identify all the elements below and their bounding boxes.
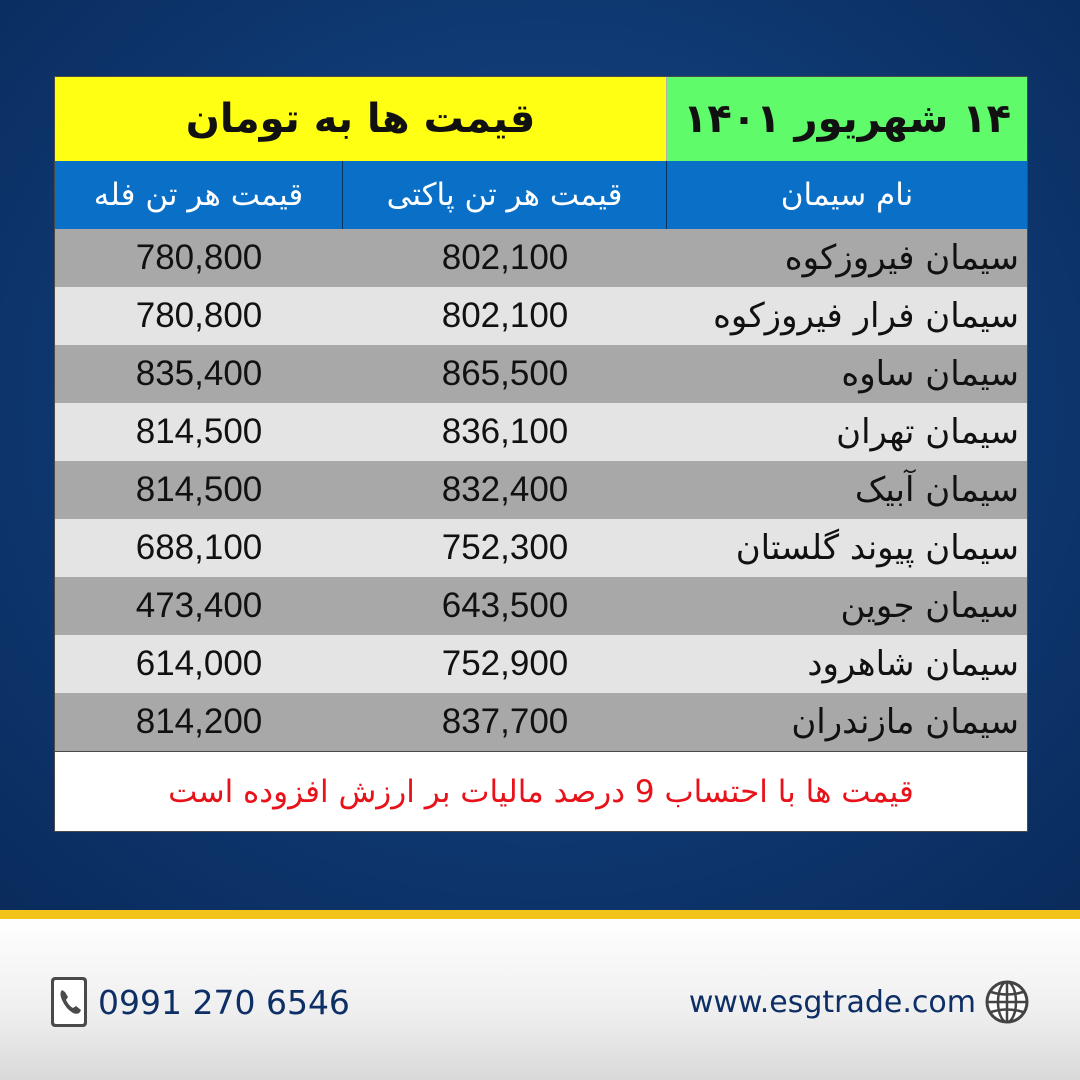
bulk-price: 473,400 [135,586,263,625]
header-row [55,161,1027,229]
header-cement-name: نام سیمان [780,177,914,213]
bulk-price: 780,800 [135,238,263,277]
cement-name: سیمان فیروزکوه [784,238,1019,278]
packed-price: 836,100 [441,412,569,451]
cement-name: سیمان فرار فیروزکوه [713,296,1019,336]
phone-number: 0991 270 6546 [98,982,350,1022]
packed-price: 752,300 [441,528,569,567]
table-row [55,693,1027,751]
packed-price: 643,500 [441,586,569,625]
bulk-price: 780,800 [135,296,263,335]
website-url: www.esgtrade.com [688,984,976,1020]
cement-name: سیمان مازندران [791,702,1019,742]
phone-contact[interactable] [50,975,350,1029]
table-row [55,345,1027,403]
bulk-price: 814,500 [135,412,263,451]
packed-price: 865,500 [441,354,569,393]
table-row [55,519,1027,577]
website-contact[interactable] [689,975,1030,1029]
cement-price-table [54,76,1028,832]
title-row [55,77,1027,161]
unit-title: قیمت ها به تومان [55,77,667,161]
packed-price: 802,100 [441,296,569,335]
packed-price: 837,700 [441,702,569,741]
cement-name: سیمان پیوند گلستان [735,528,1019,568]
table-row [55,577,1027,635]
table-row [55,461,1027,519]
packed-price: 802,100 [441,238,569,277]
bulk-price: 835,400 [135,354,263,393]
cement-name: سیمان آبیک [854,470,1019,510]
bulk-price: 814,500 [135,470,263,509]
table-row [55,635,1027,693]
date-title: ۱۴ شهریور ۱۴۰۱ [667,77,1027,161]
cement-name: سیمان جوین [840,586,1019,626]
header-bulk-price: قیمت هر تن فله [55,161,343,229]
bulk-price: 614,000 [135,644,263,683]
accent-divider [0,910,1080,919]
bulk-price: 814,200 [135,702,263,741]
cement-name: سیمان تهران [836,412,1019,452]
table-row [55,403,1027,461]
tax-note: قیمت ها با احتساب 9 درصد مالیات بر ارزش افزوده است [55,751,1027,831]
packed-price: 832,400 [441,470,569,509]
packed-price: 752,900 [441,644,569,683]
bulk-price: 688,100 [135,528,263,567]
table-row [55,287,1027,345]
header-packed-price: قیمت هر تن پاکتی [343,161,667,229]
globe-icon [984,979,1030,1025]
phone-icon [50,976,88,1028]
cement-name: سیمان ساوه [841,354,1019,394]
table-row [55,229,1027,287]
cement-name: سیمان شاهرود [807,644,1019,684]
